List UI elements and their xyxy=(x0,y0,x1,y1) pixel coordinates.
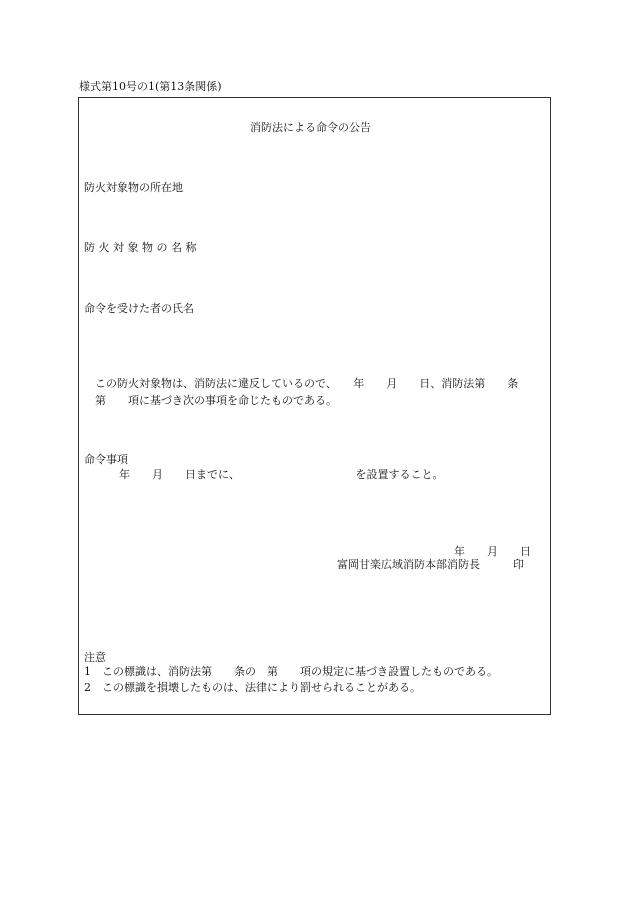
body-text-line-2: 第 項に基づき次の事項を命じたものである。 xyxy=(95,394,337,407)
order-heading: 命令事項 xyxy=(84,453,128,466)
form-reference: 様式第10号の1(第13条関係) xyxy=(79,80,222,93)
location-label: 防火対象物の所在地 xyxy=(84,181,183,194)
notice-title: 消防法による命令の公告 xyxy=(250,121,371,134)
notes-heading: 注意 xyxy=(84,651,106,664)
signature-date: 年 月 日 xyxy=(454,545,531,558)
signature-authority: 富岡甘楽広域消防本部消防長 印 xyxy=(337,558,524,571)
note-item: 1 この標識は、消防法第 条の 第 項の規定に基づき設置したものである。 xyxy=(84,665,498,678)
recipient-name-label: 命令を受けた者の氏名 xyxy=(84,302,194,315)
order-line: 年 月 日までに、 を設置すること。 xyxy=(119,468,444,481)
note-item: 2 この標識を損壊したものは、法律により罰せられることがある。 xyxy=(84,681,421,694)
body-text-line-1: この防火対象物は、消防法に違反しているので、 年 月 日、消防法第 条 xyxy=(95,377,519,390)
object-name-label: 防 火 対 象 物 の 名 称 xyxy=(84,241,197,254)
